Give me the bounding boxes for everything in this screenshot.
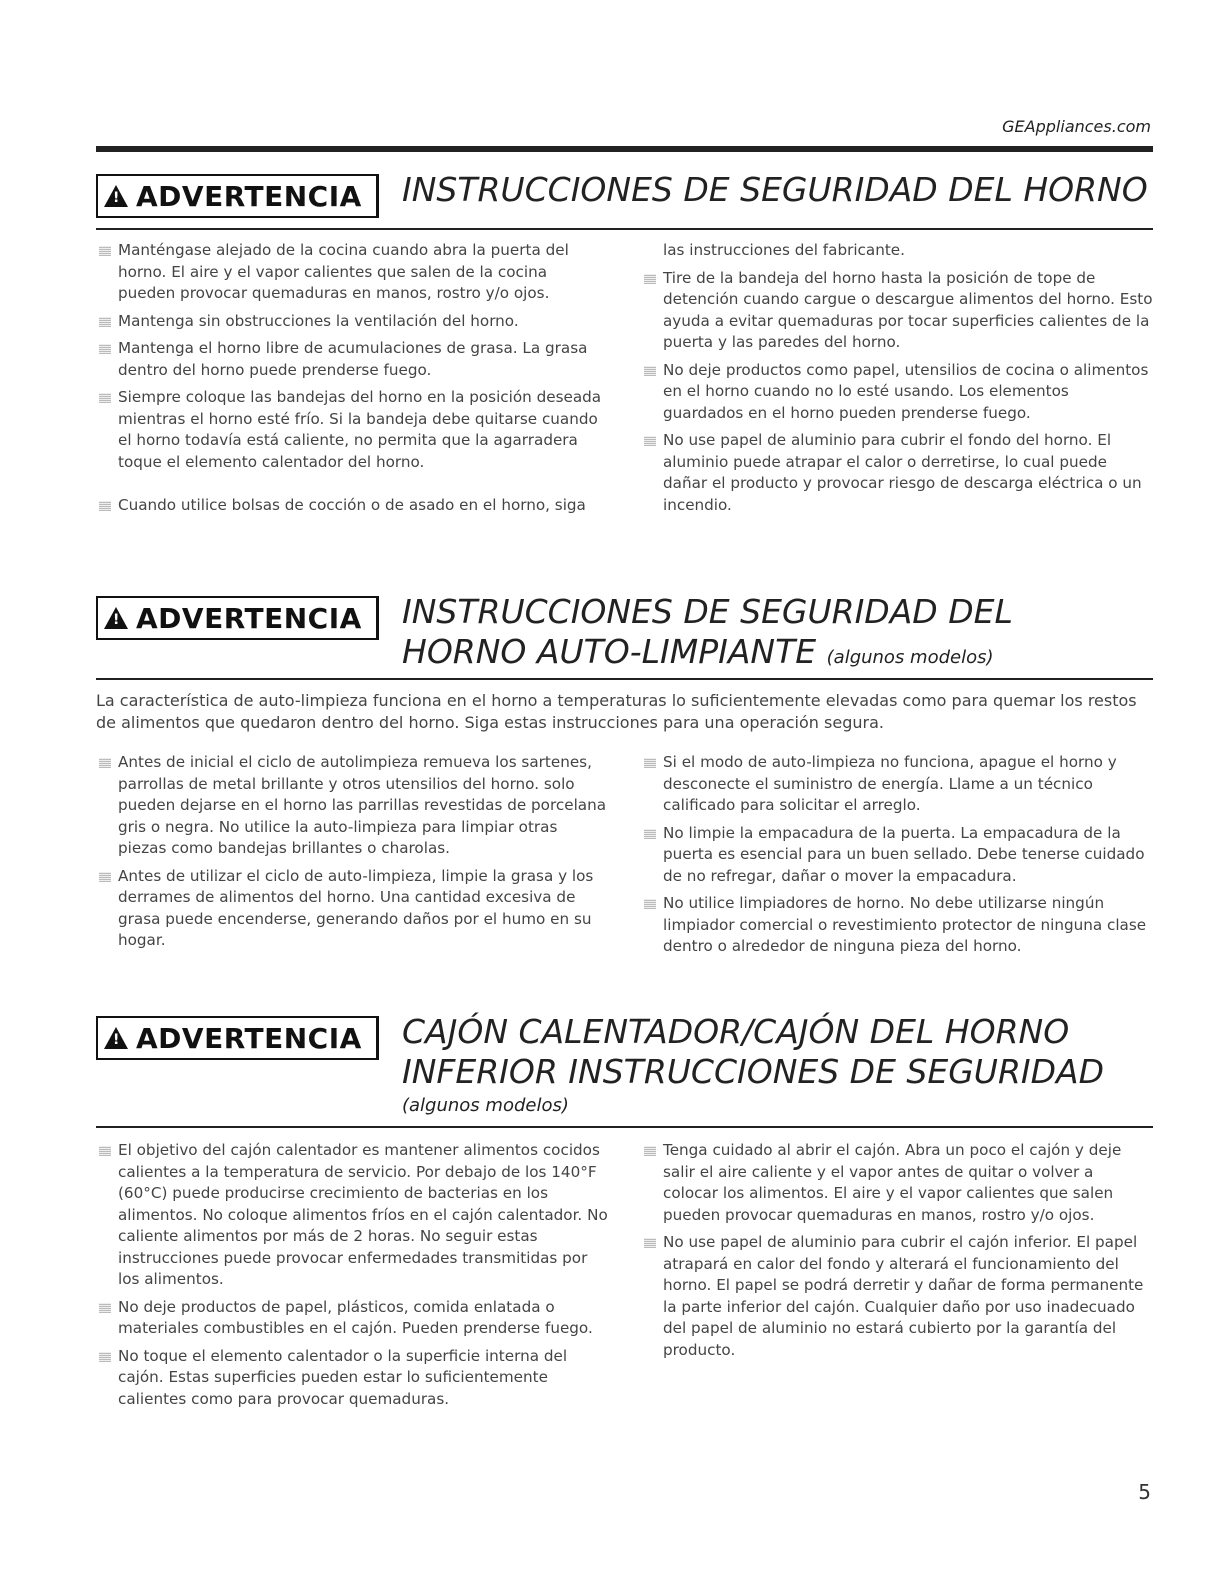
list-item: Si el modo de auto-limpieza no funciona, apague el horno y desconecte el suministro de energía. Llame a un técnico calificado para solicitar el arreglo. bbox=[641, 752, 1153, 817]
list-item: No deje productos como papel, utensilios de cocina o alimentos en el horno cuando no lo esté usando. Los elementos guardados en el horno pueden prenderse fuego. bbox=[641, 360, 1153, 425]
warning-text: ADVERTENCIA bbox=[136, 1021, 362, 1055]
section-title-line2: HORNO AUTO-LIMPIANTE bbox=[402, 632, 817, 671]
list-item: Tire de la bandeja del horno hasta la posición de tope de detención cuando cargue o descargue alimentos del horno. Esto ayuda a evitar quemaduras por tocar superficies calientes de la puerta y las paredes del horno. bbox=[641, 268, 1153, 354]
list-item: Antes de inicial el ciclo de autolimpieza remueva los sartenes, parrollas de metal brillante y otros utensilios del horno. solo pueden dejarse en el horno las parrillas revestidas de porcelana gris o negra. No utilice la auto-limpieza para limpiar otras piezas como bandejas brillantes o charolas. bbox=[96, 752, 608, 860]
section-title bbox=[402, 1012, 1104, 1120]
left-column bbox=[96, 240, 608, 523]
left-column bbox=[96, 1140, 608, 1416]
list-item: Mantenga el horno libre de acumulaciones de grasa. La grasa dentro del horno puede prenderse fuego. bbox=[96, 338, 608, 381]
warning-text: ADVERTENCIA bbox=[136, 179, 362, 213]
section-title-line1: INSTRUCCIONES DE SEGURIDAD DEL bbox=[402, 592, 1013, 631]
page-number: 5 bbox=[1138, 1480, 1151, 1504]
warning-triangle-icon bbox=[104, 185, 128, 207]
list-item: Tenga cuidado al abrir el cajón. Abra un poco el cajón y deje salir el aire caliente y el vapor antes de quitar o volver a colocar los alimentos. El aire y el vapor calientes que salen pueden provocar quemaduras en manos, rostro y/o ojos. bbox=[641, 1140, 1153, 1226]
warning-label bbox=[96, 1016, 379, 1060]
section-self-clean-safety bbox=[96, 592, 1153, 955]
list-item: Cuando utilice bolsas de cocción o de asado en el horno, siga bbox=[96, 495, 608, 517]
top-rule bbox=[96, 146, 1153, 152]
section-intro: La característica de auto-limpieza funciona en el horno a temperaturas lo suficientemente elevadas como para quemar los restos de alimentos que quedaron dentro del horno. Siga estas instrucciones para una operación segura. bbox=[96, 691, 1137, 732]
list-item: Siempre coloque las bandejas del horno en la posición deseada mientras el horno esté frío. Si la bandeja debe quitarse cuando el horno todavía está caliente, no permita que la agarradera toque el elemento calentador del horno. bbox=[96, 387, 608, 473]
warning-label bbox=[96, 596, 379, 640]
warning-label bbox=[96, 174, 379, 218]
right-column bbox=[641, 240, 1153, 523]
section-title-line1: CAJÓN CALENTADOR/CAJÓN DEL HORNO bbox=[402, 1012, 1070, 1051]
section-title bbox=[402, 592, 1013, 678]
list-item-continued: las instrucciones del fabricante. bbox=[663, 241, 905, 259]
left-column bbox=[96, 752, 608, 964]
list-item: El objetivo del cajón calentador es mantener alimentos cocidos calientes a la temperatura de servicio. Por debajo de los 140°F (60°C) puede producirse crecimiento de bacterias en los alimentos. No coloque alimentos fríos en el cajón calentador. No caliente alimentos por más de 2 horas. No seguir estas instrucciones puede provocar enfermedades transmitidas por los alimentos. bbox=[96, 1140, 608, 1291]
warning-triangle-icon bbox=[104, 607, 128, 629]
section-title-note: (algunos modelos) bbox=[402, 1095, 569, 1116]
section-warming-drawer-safety bbox=[96, 1012, 1153, 1408]
list-item: No limpie la empacadura de la puerta. La empacadura de la puerta es esencial para un buen sellado. Debe tenerse cuidado de no refregar, dañar o mover la empacadura. bbox=[641, 823, 1153, 888]
list-item: No utilice limpiadores de horno. No debe utilizarse ningún limpiador comercial o revestimiento protector de ninguna clase dentro o alrededor de ninguna pieza del horno. bbox=[641, 893, 1153, 958]
list-item: Antes de utilizar el ciclo de auto-limpieza, limpie la grasa y los derrames de alimentos del horno. Una cantidad excesiva de grasa puede encenderse, generando daños por el humo en su hogar. bbox=[96, 866, 608, 952]
site-url: GEAppliances.com bbox=[1002, 117, 1151, 136]
section-rule bbox=[96, 678, 1153, 680]
list-item: Mantenga sin obstrucciones la ventilación del horno. bbox=[96, 311, 608, 333]
section-oven-safety bbox=[96, 170, 1153, 514]
section-title: INSTRUCCIONES DE SEGURIDAD DEL HORNO bbox=[402, 170, 1148, 209]
right-column bbox=[641, 1140, 1153, 1416]
list-item: No use papel de aluminio para cubrir el cajón inferior. El papel atrapará en calor del fondo y alterará el funcionamiento del horno. El papel se podrá derretir y dañar de forma permanente la parte inferior del cajón. Cualquier daño por uso inadecuado del papel de aluminio no estará cubierto por la garantía del producto. bbox=[641, 1232, 1153, 1361]
list-item: No use papel de aluminio para cubrir el fondo del horno. El aluminio puede atrapar el calor o derretirse, lo cual puede dañar el producto y provocar riesgo de descarga eléctrica o un incendio. bbox=[641, 430, 1153, 516]
section-rule bbox=[96, 1126, 1153, 1128]
list-item: Manténgase alejado de la cocina cuando abra la puerta del horno. El aire y el vapor calientes que salen de la cocina pueden provocar quemaduras en manos, rostro y/o ojos. bbox=[96, 240, 608, 305]
right-column bbox=[641, 752, 1153, 964]
warning-text: ADVERTENCIA bbox=[136, 601, 362, 635]
list-item: No deje productos de papel, plásticos, comida enlatada o materiales combustibles en el cajón. Pueden prenderse fuego. bbox=[96, 1297, 608, 1340]
section-rule bbox=[96, 228, 1153, 230]
warning-triangle-icon bbox=[104, 1027, 128, 1049]
list-item: No toque el elemento calentador o la superficie interna del cajón. Estas superficies pueden estar lo suficientemente calientes como para provocar quemaduras. bbox=[96, 1346, 608, 1411]
section-title-note: (algunos modelos) bbox=[826, 647, 994, 668]
section-title-line2: INFERIOR INSTRUCCIONES DE SEGURIDAD bbox=[402, 1052, 1105, 1091]
